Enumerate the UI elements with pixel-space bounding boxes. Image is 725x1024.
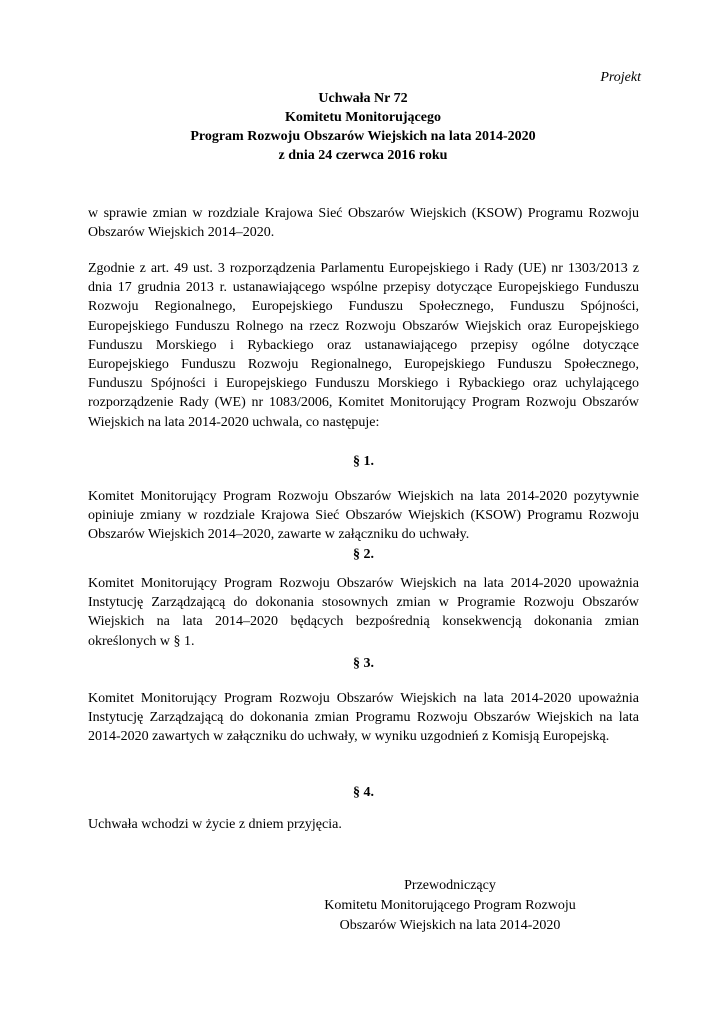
signature-committee: Komitetu Monitorującego Program Rozwoju xyxy=(324,898,576,913)
title-line-number: Uchwała Nr 72 xyxy=(318,91,408,106)
section-1-heading: § 1. xyxy=(353,454,374,469)
section-2-text: Komitet Monitorujący Program Rozwoju Obszarów Wiejskich na lata 2014-2020 upoważnia Instytucję Zarządzającą do dokonania stosownych zmian w Programie Rozwoju Obszarów Wiejskich na lata 2014–2020 będących bezpośrednią konsekwencją dokonania zmian określonych w § 1. xyxy=(88,576,639,649)
title-line-committee: Komitetu Monitorującego xyxy=(285,110,441,125)
resolution-title xyxy=(88,89,638,165)
section-4-heading: § 4. xyxy=(353,785,374,800)
title-line-program: Program Rozwoju Obszarów Wiejskich na lata 2014-2020 xyxy=(190,129,536,144)
section-4-text: Uchwała wchodzi w życie z dniem przyjęcia. xyxy=(88,817,342,832)
signature-program: Obszarów Wiejskich na lata 2014-2020 xyxy=(339,918,561,933)
section-3-heading: § 3. xyxy=(353,656,374,671)
title-line-date: z dnia 24 czerwca 2016 roku xyxy=(278,148,448,163)
draft-label: Projekt xyxy=(600,70,641,85)
subject-paragraph: w sprawie zmian w rozdziale Krajowa Sieć Obszarów Wiejskich (KSOW) Programu Rozwoju Obszarów Wiejskich 2014–2020. xyxy=(88,206,639,241)
section-1-text: Komitet Monitorujący Program Rozwoju Obszarów Wiejskich na lata 2014-2020 pozytywnie opiniuje zmiany w rozdziale Krajowa Sieć Obszarów Wiejskich (KSOW) Programu Rozwoju Obszarów Wiejskich 2014–2020, zawarte w załączniku do uchwały. xyxy=(88,489,639,543)
section-3-text: Komitet Monitorujący Program Rozwoju Obszarów Wiejskich na lata 2014-2020 upoważnia Instytucję Zarządzającą do dokonania zmian Programu Rozwoju Obszarów Wiejskich na lata 2014-2020 zawartych w załączniku do uchwały, w wyniku uzgodnień z Komisją Europejską. xyxy=(88,691,639,745)
section-2-heading: § 2. xyxy=(353,547,374,562)
legal-basis-paragraph: Zgodnie z art. 49 ust. 3 rozporządzenia Parlamentu Europejskiego i Rady (UE) nr 1303/2013 z dnia 17 grudnia 2013 r. ustanawiającego wspólne przepisy dotyczące Europejskiego Funduszu Rozwoju Regionalnego, Europejskiego Funduszu Społecznego, Funduszu Spójności, Europejskiego Funduszu Rolnego na rzecz Rozwoju Obszarów Wiejskich oraz Europejskiego Funduszu Morskiego i Rybackiego oraz ustanawiającego przepisy ogólne dotyczące Europejskiego Funduszu Rozwoju Regionalnego, Europejskiego Funduszu Społecznego, Funduszu Spójności i Europejskiego Funduszu Morskiego i Rybackiego oraz uchylającego rozporządzenie Rady (WE) nr 1083/2006, Komitet Monitorujący Program Rozwoju Obszarów Wiejskich na lata 2014-2020 uchwala, co następuje: xyxy=(88,261,639,430)
signature-title: Przewodniczący xyxy=(404,878,496,893)
signature-block xyxy=(300,876,600,936)
